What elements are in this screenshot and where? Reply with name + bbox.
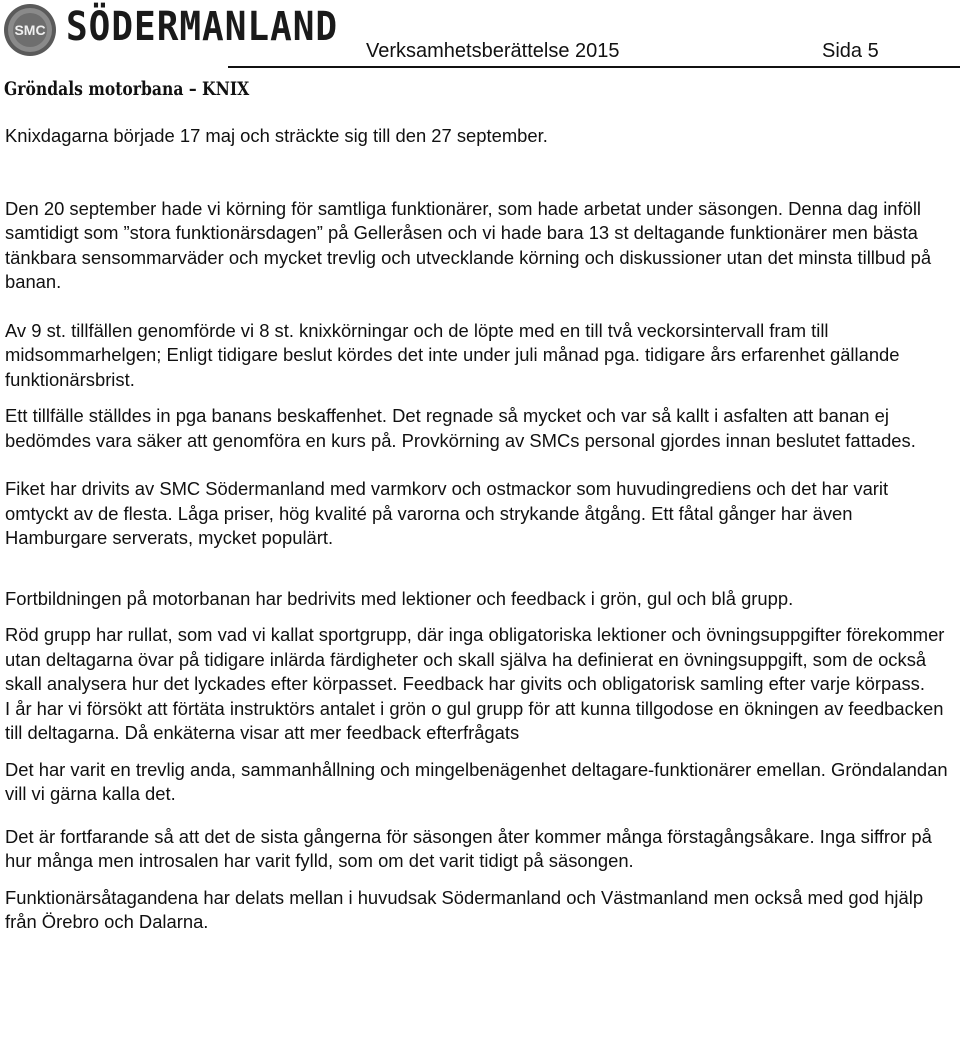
paragraph: Av 9 st. tillfällen genomförde vi 8 st. knixkörningar och de löpte med en till två veckorsintervall fram till midsommarhelgen; Enligt tidigare beslut kördes det inte under juli månad pga. tidigare års erfarenhet gällande funktionärsbrist. bbox=[5, 319, 900, 390]
paragraph: I år har vi försökt att förtäta instruktörs antalet i grön o gul grupp för att kunna tillgodose en ökningen av feedbacken till deltagarna. Då enkäterna visar att mer feedback efterfrågats bbox=[5, 697, 944, 743]
document-body bbox=[5, 100, 955, 935]
smc-logo-icon bbox=[2, 2, 58, 58]
paragraph: Det har varit en trevlig anda, sammanhållning och mingelbenägenhet deltagare-funktionärer emellan. Gröndalandan vill vi gärna kalla det. bbox=[5, 758, 948, 804]
paragraph: Fiket har drivits av SMC Södermanland med varmkorv och ostmackor som huvudingrediens och det har varit omtyckt av de flesta. Låga priser, hög kvalité på varorna och strykande åtgång. Ett fåtal gånger har även Hamburgare serverats, mycket populärt. bbox=[5, 478, 889, 548]
header-divider bbox=[228, 66, 960, 68]
page-header bbox=[0, 0, 960, 100]
report-title: Verksamhetsberättelse 2015 bbox=[366, 40, 620, 62]
page-number: Sida 5 bbox=[822, 40, 879, 62]
paragraph: Den 20 september hade vi körning för samtliga funktionärer, som hade arbetat under säsongen. Denna dag inföll samtidigt som ”stora funktionärsdagen” på Gelleråsen och vi hade bara 13 st deltagande funktionärer men bästa tänkbara sensommarväder och mycket trevlig och utvecklande körning och diskussioner utan det minsta tillbud på banan. bbox=[5, 197, 932, 292]
paragraph: Funktionärsåtagandena har delats mellan i huvudsak Södermanland och Västmanland men också med god hjälp från Örebro och Dalarna. bbox=[5, 886, 924, 932]
logo-text: SMC bbox=[14, 22, 46, 38]
paragraph: Det är fortfarande så att det de sista gångerna för säsongen åter kommer många förstagångsåkare. Inga siffror på hur många men introsalen har varit fylld, som om det varit tidigt på säsongen. bbox=[5, 825, 932, 871]
brand-name: SÖDERMANLAND bbox=[66, 4, 339, 50]
paragraph: Röd grupp har rullat, som vad vi kallat sportgrupp, där inga obligatoriska lektioner och övningsuppgifter förekommer utan deltagarna övar på tidigare inlärda färdigheter och skall själva ha definierat en övningsuppgift, som de också skall analysera hur det lyckades efter körpasset. Feedback har givits och obligatorisk samling efter varje körpass. bbox=[5, 624, 945, 694]
paragraph: Ett tillfälle ställdes in pga banans beskaffenhet. Det regnade så mycket och var så kallt i asfalten att banan ej bedömdes vara säker att genomföra en kurs på. Provkörning av SMCs personal gjordes innan beslutet fattades. bbox=[5, 405, 916, 451]
section-title: Gröndals motorbana – KNIX bbox=[4, 78, 250, 100]
paragraph: Fortbildningen på motorbanan har bedrivits med lektioner och feedback i grön, gul och blå grupp. bbox=[5, 587, 794, 609]
paragraph: Knixdagarna började 17 maj och sträckte sig till den 27 september. bbox=[5, 125, 548, 146]
